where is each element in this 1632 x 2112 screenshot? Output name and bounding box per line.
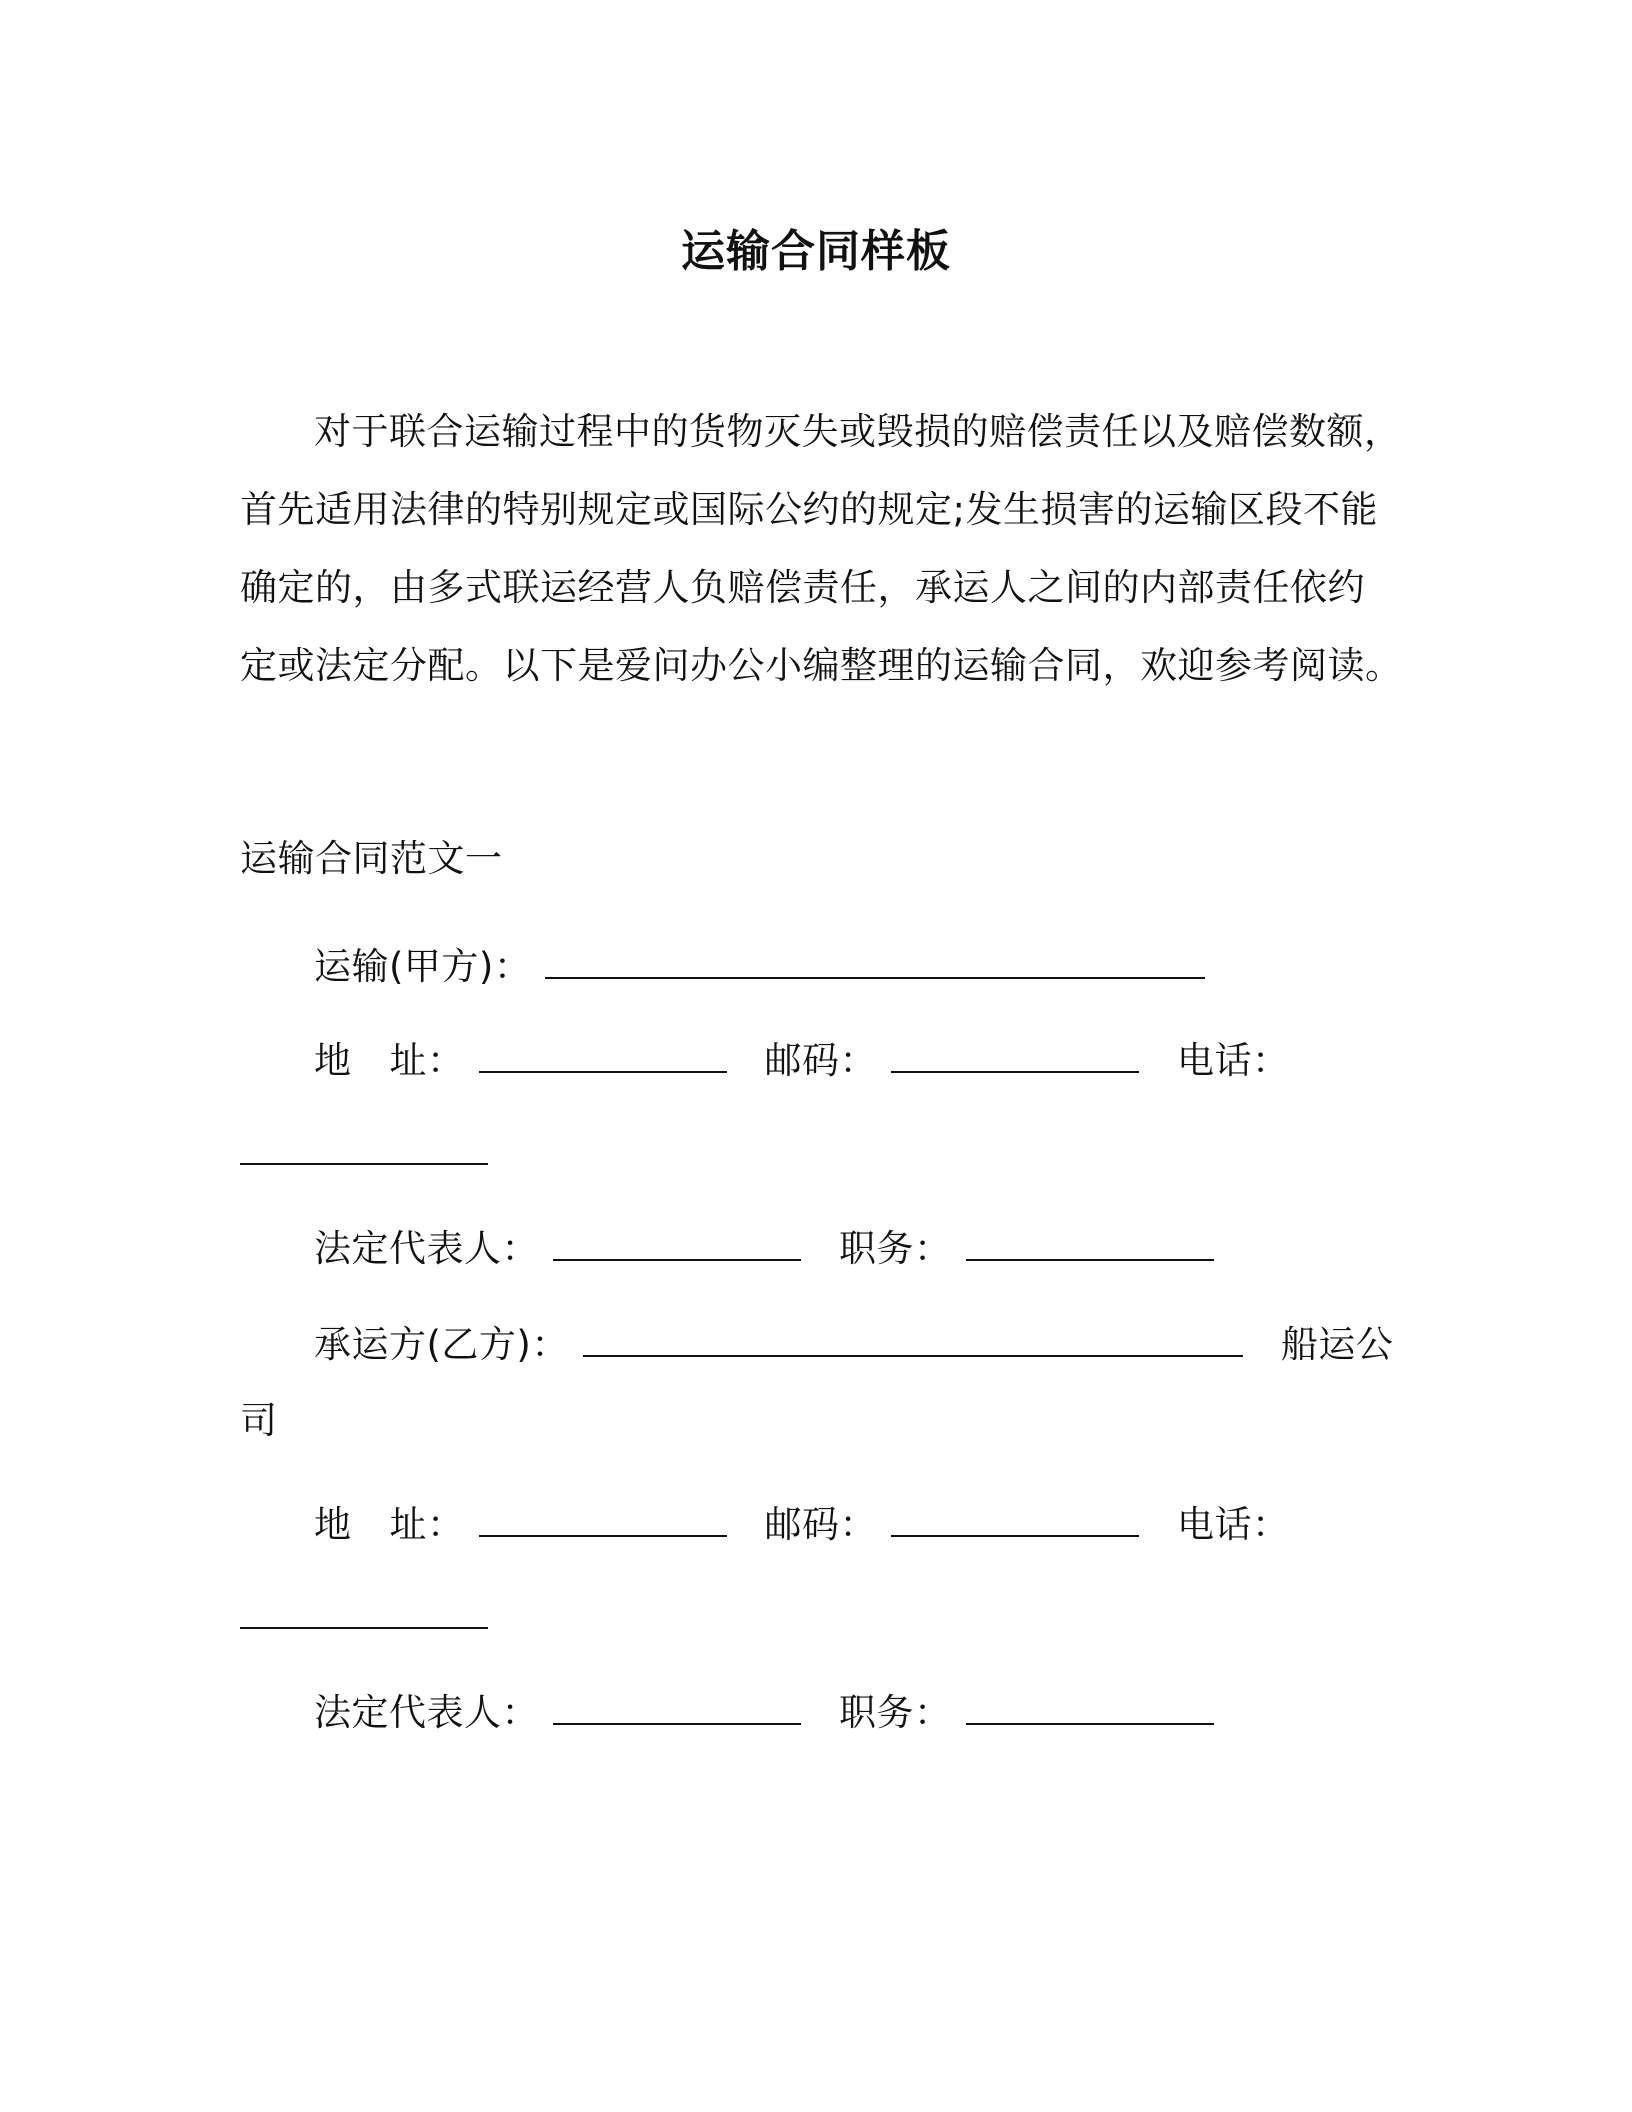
intro-line: 对于联合运输过程中的货物灭失或毁损的赔偿责任以及赔偿数额， xyxy=(314,410,1402,453)
address-label-char-1: 地 xyxy=(314,1503,352,1546)
party-b-name-row xyxy=(314,1320,1393,1370)
party-b-postcode-blank xyxy=(891,1501,1139,1537)
party-b-suffix: 船运公 xyxy=(1280,1323,1394,1366)
party-b-rep-blank xyxy=(553,1689,801,1725)
phone-label: 电话： xyxy=(1177,1503,1290,1546)
party-b-rep-row xyxy=(314,1688,1214,1738)
address-label-char-2: 址： xyxy=(389,1039,465,1082)
party-b-contact-row xyxy=(314,1500,1290,1550)
party-a-contact-row xyxy=(314,1036,1290,1086)
party-a-name-blank xyxy=(545,943,1205,979)
party-b-label: 承运方(乙方)： xyxy=(314,1323,569,1366)
party-b-suffix-row xyxy=(240,1396,278,1446)
intro-line: 确定的，由多式联运经营人负赔偿责任，承运人之间的内部责任依约 xyxy=(240,566,1365,609)
party-b-address-blank xyxy=(479,1501,727,1537)
party-b-name-blank xyxy=(583,1321,1243,1357)
intro-line: 定或法定分配。以下是爱问办公小编整理的运输合同，欢迎参考阅读。 xyxy=(240,644,1403,687)
party-a-address-blank xyxy=(479,1037,727,1073)
party-b-phone-blank xyxy=(240,1593,488,1629)
phone-label: 电话： xyxy=(1177,1039,1290,1082)
party-b-position-blank xyxy=(966,1689,1214,1725)
party-a-phone-row xyxy=(240,1128,488,1178)
party-a-postcode-blank xyxy=(891,1037,1139,1073)
address-label-char-2: 址： xyxy=(389,1503,465,1546)
rep-label: 法定代表人： xyxy=(314,1691,539,1734)
postcode-label: 邮码： xyxy=(764,1039,877,1082)
intro-paragraph xyxy=(240,393,1403,705)
intro-line: 首先适用法律的特别规定或国际公约的规定;发生损害的运输区段不能 xyxy=(240,488,1378,531)
position-label: 职务： xyxy=(839,1227,952,1270)
party-b-phone-row xyxy=(240,1592,488,1642)
position-label: 职务： xyxy=(839,1691,952,1734)
postcode-label: 邮码： xyxy=(764,1503,877,1546)
document-title: 运输合同样板 xyxy=(681,226,951,277)
party-a-rep-blank xyxy=(553,1225,801,1261)
party-a-phone-blank xyxy=(240,1129,488,1165)
rep-label: 法定代表人： xyxy=(314,1227,539,1270)
party-a-name-row xyxy=(314,942,1205,992)
party-a-rep-row xyxy=(314,1224,1214,1274)
party-b-suffix-cont: 司 xyxy=(240,1399,278,1442)
party-a-label: 运输(甲方)： xyxy=(314,945,532,988)
section-title: 运输合同范文一 xyxy=(240,837,503,880)
party-a-position-blank xyxy=(966,1225,1214,1261)
address-label-char-1: 地 xyxy=(314,1039,352,1082)
